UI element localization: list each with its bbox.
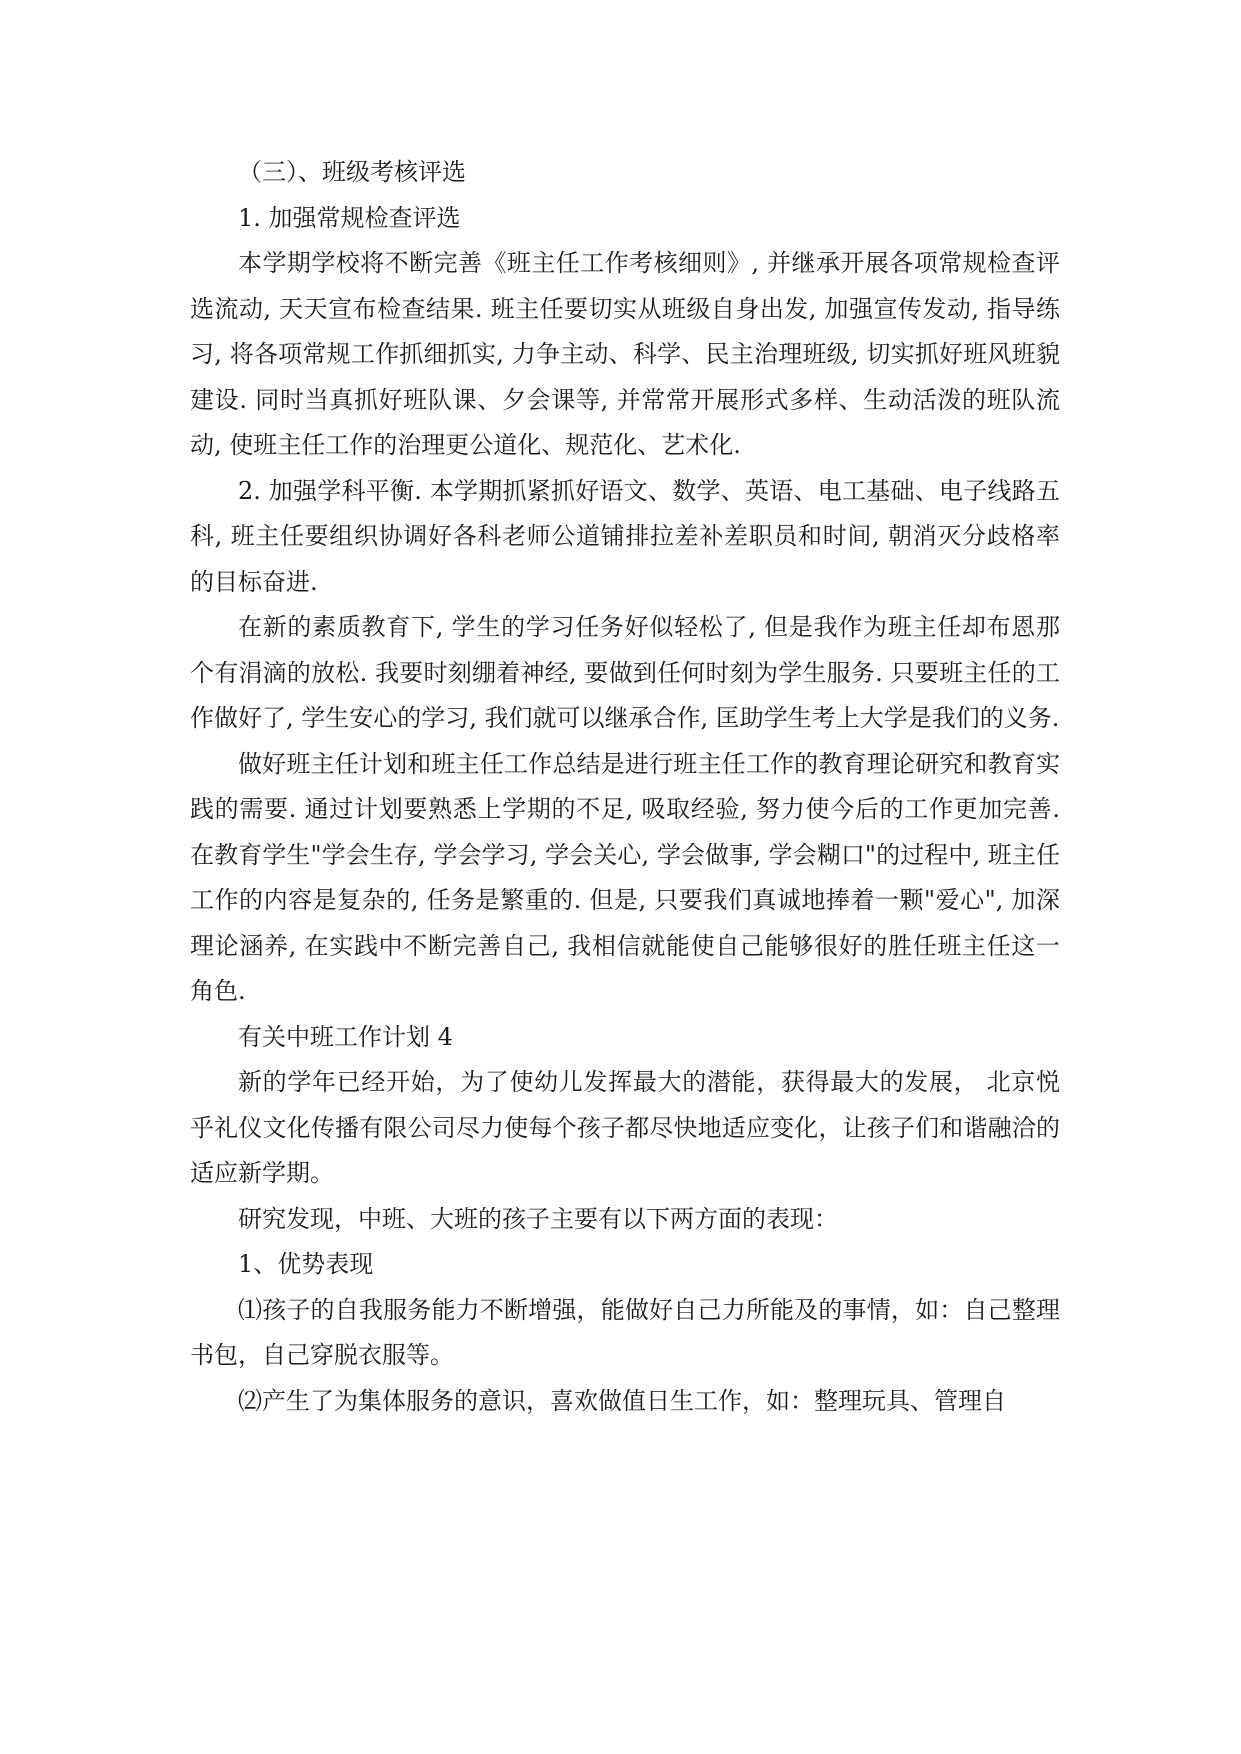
sub-heading-advantages: 1、优势表现 [238,1250,374,1278]
document-body [190,150,1060,1424]
paragraph-assessment-rules: 本学期学校将不断完善《班主任工作考核细则》, 并继承开展各项常规检查评选流动, 天天宣布检查结果. 班主任要切实从班级自身出发, 加强宣传发动, 指导练习, 将各项常规工作抓细抓实, 力争主动、科学、民主治理班级, 切实抓好班风班貌建设. 同时当真抓好班队课、夕会课等, 并常常开展形式多样、生动活泼的班队流动, 使班主任工作的治理更公道化、规范化、艺术化. [190,249,1060,459]
paragraph-subject-balance: 2. 加强学科平衡. 本学期抓紧抓好语文、数学、英语、电工基础、电子线路五科, 班主任要组织协调好各科老师公道铺排拉差补差职员和时间, 朝消灭分歧格率的目标奋进. [190,476,1060,596]
paragraph-plan-summary: 做好班主任计划和班主任工作总结是进行班主任工作的教育理论研究和教育实践的需要. 通过计划要熟悉上学期的不足, 吸取经验, 努力使今后的工作更加完善. 在教育学生"学会生存, 学会学习, 学会关心, 学会做事, 学会糊口"的过程中, 班主任工作的内容是复杂的, 任务是繁重的. 但是, 只要我们真诚地捧着一颗"爱心", 加深理论涵养, 在实践中不断完善自己, 我相信就能使自己能够很好的胜任班主任这一角色. [190,749,1060,1005]
paragraph-new-school-year: 新的学年已经开始，为了使幼儿发挥最大的潜能，获得最大的发展， 北京悦乎礼仪文化传播有限公司尽力使每个孩子都尽快地适应变化，让孩子们和谐融洽的适应新学期。 [190,1068,1060,1187]
paragraph-research-findings: 研究发现，中班、大班的孩子主要有以下两方面的表现： [238,1204,838,1233]
section-heading: （三）、班级考核评选 [238,158,466,186]
paragraph-self-service: ⑴孩子的自我服务能力不断增强，能做好自己力所能及的事情，如：自己整理书包，自己穿脱衣服等。 [190,1295,1060,1369]
sub-heading-strengthen-inspection: 1. 加强常规检查评选 [238,203,461,232]
paragraph-collective-service: ⑵产生了为集体服务的意识，喜欢做值日生工作，如：整理玩具、管理自 [238,1386,1006,1415]
section-title-plan-4: 有关中班工作计划 4 [238,1022,453,1051]
paragraph-quality-education: 在新的素质教育下, 学生的学习任务好似轻松了, 但是我作为班主任却布恩那个有涓滴的放松. 我要时刻绷着神经, 要做到任何时刻为学生服务. 只要班主任的工作做好了, 学生安心的学习, 我们就可以继承合作, 匡助学生考上大学是我们的义务. [190,613,1060,732]
